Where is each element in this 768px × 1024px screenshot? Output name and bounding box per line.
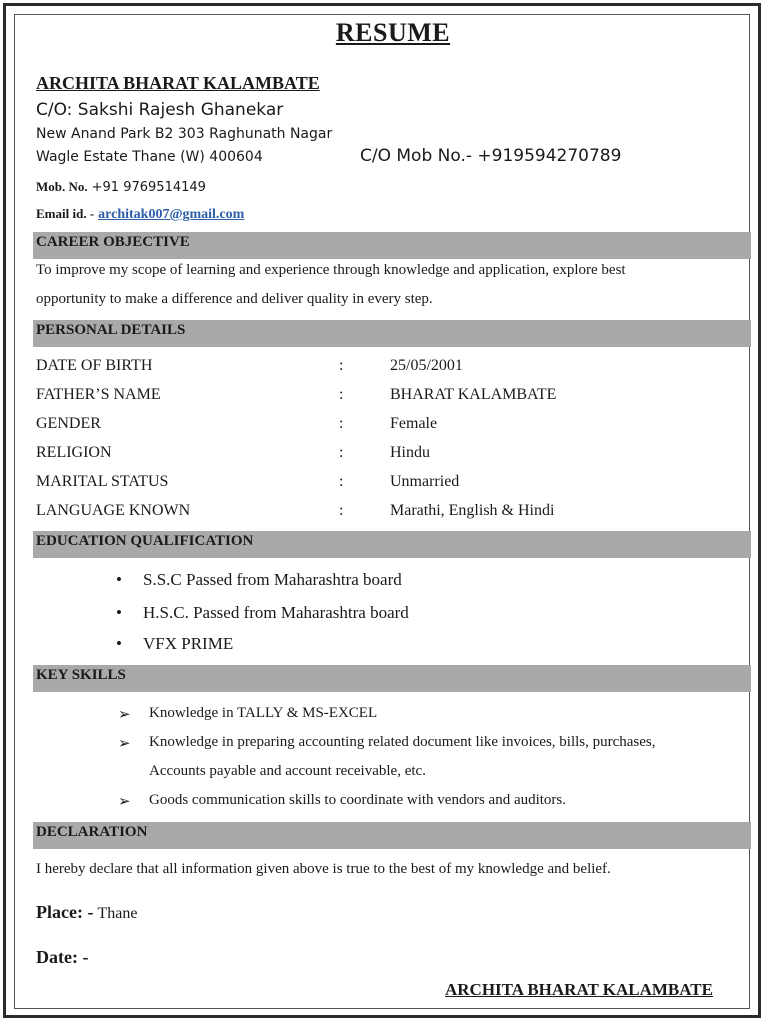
bullet-icon: • (116, 603, 122, 622)
email-link[interactable]: architak007@gmail.com (98, 207, 245, 222)
pd-colon: : (339, 386, 344, 403)
arrow-bullet-icon: ➢ (118, 794, 131, 810)
pd-label: LANGUAGE KNOWN (36, 502, 191, 519)
objective-line-1: To improve my scope of learning and experience through knowledge and application, explore best (36, 262, 626, 278)
co-mobile: C/O Mob No.- +919594270789 (360, 146, 622, 166)
pd-label: DATE OF BIRTH (36, 357, 153, 374)
mobile-value: +91 9769514149 (91, 180, 206, 195)
pd-value: BHARAT KALAMBATE (390, 386, 557, 403)
pd-colon: : (339, 473, 344, 490)
pd-value: Marathi, English & Hindi (390, 502, 555, 519)
pd-colon: : (339, 357, 344, 374)
arrow-bullet-icon: ➢ (118, 707, 131, 723)
place-label: Place: - (36, 902, 94, 922)
education-item: H.S.C. Passed from Maharashtra board (143, 603, 409, 622)
section-title: PERSONAL DETAILS (36, 322, 186, 338)
bullet-icon: • (116, 570, 122, 589)
education-header (33, 531, 751, 558)
pd-label: FATHER’S NAME (36, 386, 161, 403)
key-skills-header (33, 665, 751, 692)
section-title: CAREER OBJECTIVE (36, 234, 190, 250)
skill-item: Knowledge in TALLY & MS-EXCEL (149, 705, 378, 721)
place-value: Thane (97, 905, 138, 922)
address-line-1: New Anand Park B2 303 Raghunath Nagar (36, 126, 333, 142)
pd-value: Unmarried (390, 473, 460, 490)
objective-line-2: opportunity to make a difference and deliver quality in every step. (36, 291, 433, 307)
pd-colon: : (339, 444, 344, 461)
bullet-icon: • (116, 634, 122, 653)
pd-value: Hindu (390, 444, 430, 461)
pd-label: RELIGION (36, 444, 112, 461)
pd-label: MARITAL STATUS (36, 473, 169, 490)
education-item: VFX PRIME (143, 634, 234, 653)
address-line-2: Wagle Estate Thane (W) 400604 (36, 149, 263, 165)
section-title: EDUCATION QUALIFICATION (36, 533, 254, 549)
signature-name: ARCHITA BHARAT KALAMBATE (445, 980, 713, 999)
section-title: KEY SKILLS (36, 667, 126, 683)
arrow-bullet-icon: ➢ (118, 736, 131, 752)
pd-colon: : (339, 502, 344, 519)
pd-value: Female (390, 415, 438, 432)
section-title: DECLARATION (36, 824, 148, 840)
mobile-label: Mob. No. (36, 179, 88, 194)
mobile-row (36, 178, 206, 196)
candidate-name: ARCHITA BHARAT KALAMBATE (36, 73, 320, 93)
resume-title: RESUME (335, 18, 451, 47)
pd-label: GENDER (36, 415, 101, 432)
pd-value: 25/05/2001 (390, 357, 463, 374)
skill-item: Knowledge in preparing accounting related document like invoices, bills, purchases, (149, 734, 656, 750)
pd-colon: : (339, 415, 344, 432)
declaration-header (33, 822, 751, 849)
place-row (36, 902, 137, 923)
career-objective-header (33, 232, 751, 259)
education-item: S.S.C Passed from Maharashtra board (143, 570, 402, 589)
email-row (36, 205, 244, 223)
date-label: Date: - (36, 947, 89, 967)
care-of: C/O: Sakshi Rajesh Ghanekar (36, 100, 284, 120)
skill-item: Goods communication skills to coordinate with vendors and auditors. (149, 792, 567, 808)
declaration-text: I hereby declare that all information given above is true to the best of my knowledge and belief. (36, 861, 611, 877)
personal-details-header (33, 320, 751, 347)
skill-item-continued: Accounts payable and account receivable, etc. (149, 763, 426, 779)
email-label: Email id. - (36, 206, 95, 221)
